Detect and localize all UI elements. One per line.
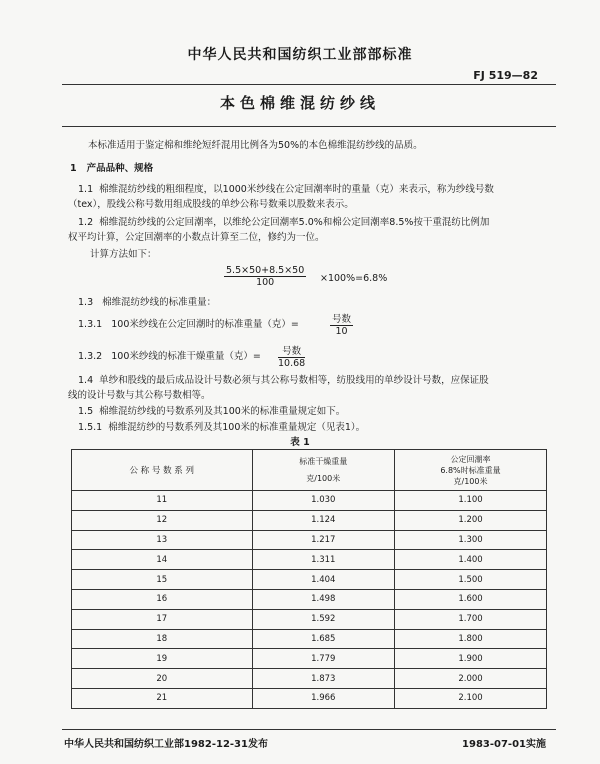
cell-count: 21	[72, 688, 253, 708]
clause-1-2-cont: 权平均计算，公定回潮率的小数点计算至二位，修约为一位。	[68, 232, 325, 243]
clause-text: 100米纱线的标准干燥重量（克）=	[111, 351, 261, 362]
cell-dry-weight: 1.124	[252, 510, 395, 530]
cell-dry-weight: 1.217	[252, 530, 395, 550]
clause-1-1	[78, 183, 494, 197]
cell-dry-weight: 1.030	[252, 491, 395, 511]
table-header-row	[72, 450, 547, 491]
document-title: 本色棉维混纺纱线	[219, 94, 380, 112]
cell-count: 14	[72, 550, 253, 570]
table-row	[72, 570, 547, 590]
section-number: 1	[70, 163, 77, 174]
table-row	[72, 609, 547, 629]
clause-number: 1.5.1	[78, 422, 103, 433]
footer-divider	[62, 729, 556, 730]
cell-conditioned-weight: 1.700	[395, 609, 547, 629]
clause-text: 棉维混纺纱线的号数系列及其100米的标准重量规定如下。	[99, 406, 346, 417]
formula-result: ×100%=6.8%	[320, 273, 388, 284]
table-row	[72, 530, 547, 550]
table-row	[72, 589, 547, 609]
clause-text: 棉维混纺纱线的标准重量：	[102, 297, 217, 308]
cell-conditioned-weight: 2.100	[395, 688, 547, 708]
clause-1-3	[78, 296, 216, 310]
cell-count: 11	[72, 491, 253, 511]
table-row	[72, 550, 547, 570]
cell-dry-weight: 1.779	[252, 649, 395, 669]
fraction-numerator: 号数	[278, 343, 305, 358]
table-row	[72, 491, 547, 511]
clause-text: 棉维混纺纱线的粗细程度，以1000米纱线在公定回潮率时的重量（克）来表示，称为纱线号数	[99, 184, 494, 195]
yarn-count-table	[71, 449, 547, 709]
header-conditioned-unit: 克/100米	[453, 476, 488, 486]
clause-1-5-1	[78, 421, 365, 435]
fraction-denominator: 10	[335, 326, 348, 337]
cell-conditioned-weight: 1.900	[395, 649, 547, 669]
fraction-denominator: 10.68	[278, 358, 306, 369]
cell-count: 15	[72, 570, 253, 590]
clause-1-4-cont: 线的设计号数与其公称号数相等。	[68, 390, 211, 401]
cell-dry-weight: 1.966	[252, 688, 395, 708]
section-title: 产品品种、规格	[86, 163, 154, 174]
fraction-numerator: 号数	[330, 311, 353, 326]
clause-number: 1.3.2	[78, 351, 103, 362]
issue-statement: 中华人民共和国纺织工业部1982-12-31发布	[64, 739, 268, 750]
clause-number: 1.4	[78, 375, 94, 386]
cell-count: 12	[72, 510, 253, 530]
clause-1-3-2-fraction	[278, 343, 305, 369]
clause-text: 单纱和股线的最后成品设计号数必须与其公称号数相等，纺股线用的单纱设计号数，应保证股	[99, 375, 489, 386]
header-dry-weight-unit: 克/100米	[306, 474, 341, 483]
clause-1-4	[78, 374, 489, 388]
section-1-heading	[70, 162, 153, 176]
standard-code: FJ 519—82	[473, 69, 538, 82]
clause-text: 棉维混纺纱线的公定回潮率，以维纶公定回潮率5.0%和棉公定回潮率8.5%按干重混纺比例加	[99, 217, 490, 228]
cell-dry-weight: 1.404	[252, 570, 395, 590]
clause-1-3-1-fraction	[330, 311, 353, 337]
cell-count: 18	[72, 629, 253, 649]
cell-conditioned-weight: 1.300	[395, 530, 547, 550]
cell-count: 13	[72, 530, 253, 550]
cell-conditioned-weight: 1.500	[395, 570, 547, 590]
cell-conditioned-weight: 1.100	[395, 491, 547, 511]
header-conditioned-sub: 6.8%时标准重量	[440, 465, 501, 475]
table-row	[72, 649, 547, 669]
cell-dry-weight: 1.498	[252, 589, 395, 609]
header-divider	[62, 84, 556, 85]
calc-method-label: 计算方法如下：	[90, 249, 157, 260]
table-body	[72, 491, 547, 709]
clause-1-2	[78, 216, 489, 230]
cell-conditioned-weight: 1.200	[395, 510, 547, 530]
cell-count: 19	[72, 649, 253, 669]
cell-count: 17	[72, 609, 253, 629]
header-dry-weight	[252, 450, 395, 491]
issuing-organization-title: 中华人民共和国纺织工业部部标准	[187, 47, 413, 63]
clause-1-3-1	[78, 318, 299, 332]
title-divider	[62, 126, 556, 127]
clause-number: 1.2	[78, 217, 94, 228]
table-row	[72, 669, 547, 689]
clause-text: 棉维混纺纱的号数系列及其100米的标准重量规定（见表1）。	[108, 422, 366, 433]
clause-1-3-2	[78, 350, 261, 364]
header-dry-weight-label: 标准干燥重量	[299, 457, 348, 466]
table-row	[72, 688, 547, 708]
cell-conditioned-weight: 2.000	[395, 669, 547, 689]
cell-conditioned-weight: 1.600	[395, 589, 547, 609]
clause-number: 1.5	[78, 406, 94, 417]
header-count-series: 公 称 号 数 系 列	[72, 450, 253, 491]
intro-paragraph: 本标准适用于鉴定棉和维纶短纤混用比例各为50%的本色棉维混纺纱线的品质。	[88, 140, 423, 151]
formula-fraction	[224, 265, 306, 288]
header-conditioned-label: 公定回潮率	[450, 454, 491, 464]
formula-denominator: 100	[256, 277, 275, 288]
cell-dry-weight: 1.685	[252, 629, 395, 649]
table-row	[72, 629, 547, 649]
cell-dry-weight: 1.311	[252, 550, 395, 570]
cell-count: 16	[72, 589, 253, 609]
clause-1-1-cont: （tex），股线公称号数用组成股线的单纱公称号数乘以股数来表示。	[68, 199, 354, 210]
clause-number: 1.3	[78, 297, 94, 308]
cell-conditioned-weight: 1.800	[395, 629, 547, 649]
clause-text: 100米纱线在公定回潮时的标准重量（克）=	[111, 319, 299, 330]
cell-count: 20	[72, 669, 253, 689]
clause-1-5	[78, 405, 345, 419]
cell-dry-weight: 1.592	[252, 609, 395, 629]
formula-numerator: 5.5×50+8.5×50	[226, 265, 305, 276]
table-caption: 表 1	[290, 437, 310, 448]
clause-number: 1.3.1	[78, 319, 103, 330]
clause-number: 1.1	[78, 184, 94, 195]
effective-date: 1983-07-01实施	[462, 739, 546, 750]
cell-conditioned-weight: 1.400	[395, 550, 547, 570]
cell-dry-weight: 1.873	[252, 669, 395, 689]
table-row	[72, 510, 547, 530]
header-conditioned-weight	[395, 450, 547, 491]
